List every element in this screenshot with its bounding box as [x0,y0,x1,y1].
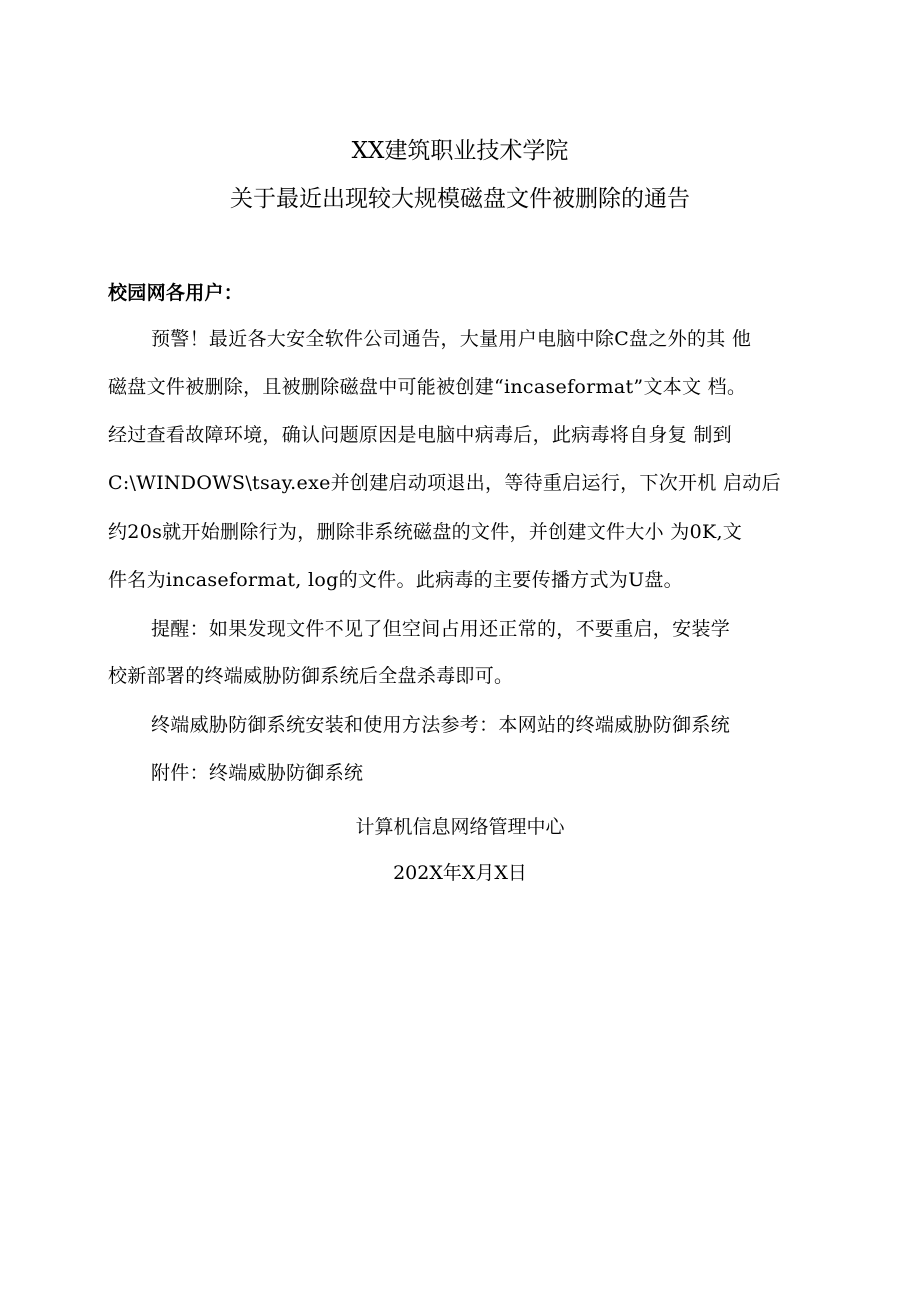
para1-line: 预警！最近各大安全软件公司通告，大量用户电脑中除C盘之外的其 他 [151,328,752,350]
document-title-subject: 关于最近出现较大规模磁盘文件被删除的通告 [230,186,690,212]
para1-line: 磁盘文件被删除，且被删除磁盘中可能被创建“incaseformat”文本文 档。 [108,376,747,398]
para1-line: C:\WINDOWS\tsay.exe并创建启动项退出，等待重启运行，下次开机 启动后 [108,472,781,494]
para2-line: 校新部署的终端威胁防御系统后全盘杀毒即可。 [108,665,514,687]
document-title-institution: XX建筑职业技术学院 [351,138,569,164]
para1-line: 经过查看故障环境，确认问题原因是电脑中病毒后，此病毒将自身复 制到 [108,424,732,446]
reference-line: 终端威胁防御系统安装和使用方法参考：本网站的终端威胁防御系统 [151,714,731,736]
para1-line: 件名为incaseformat, log的文件。此病毒的主要传播方式为U盘。 [108,569,683,591]
attachment-line: 附件：终端威胁防御系统 [151,762,364,784]
signature: 计算机信息网络管理中心 [355,816,565,838]
para1-line: 约20s就开始删除行为，删除非系统磁盘的文件，并创建文件大小 为0K,文 [108,521,743,543]
document-date: 202X年X月X日 [393,862,527,884]
para2-line: 提醒：如果发现文件不见了但空间占用还正常的，不要重启，安装学 [151,618,731,640]
salutation: 校园网各用户： [108,282,244,304]
